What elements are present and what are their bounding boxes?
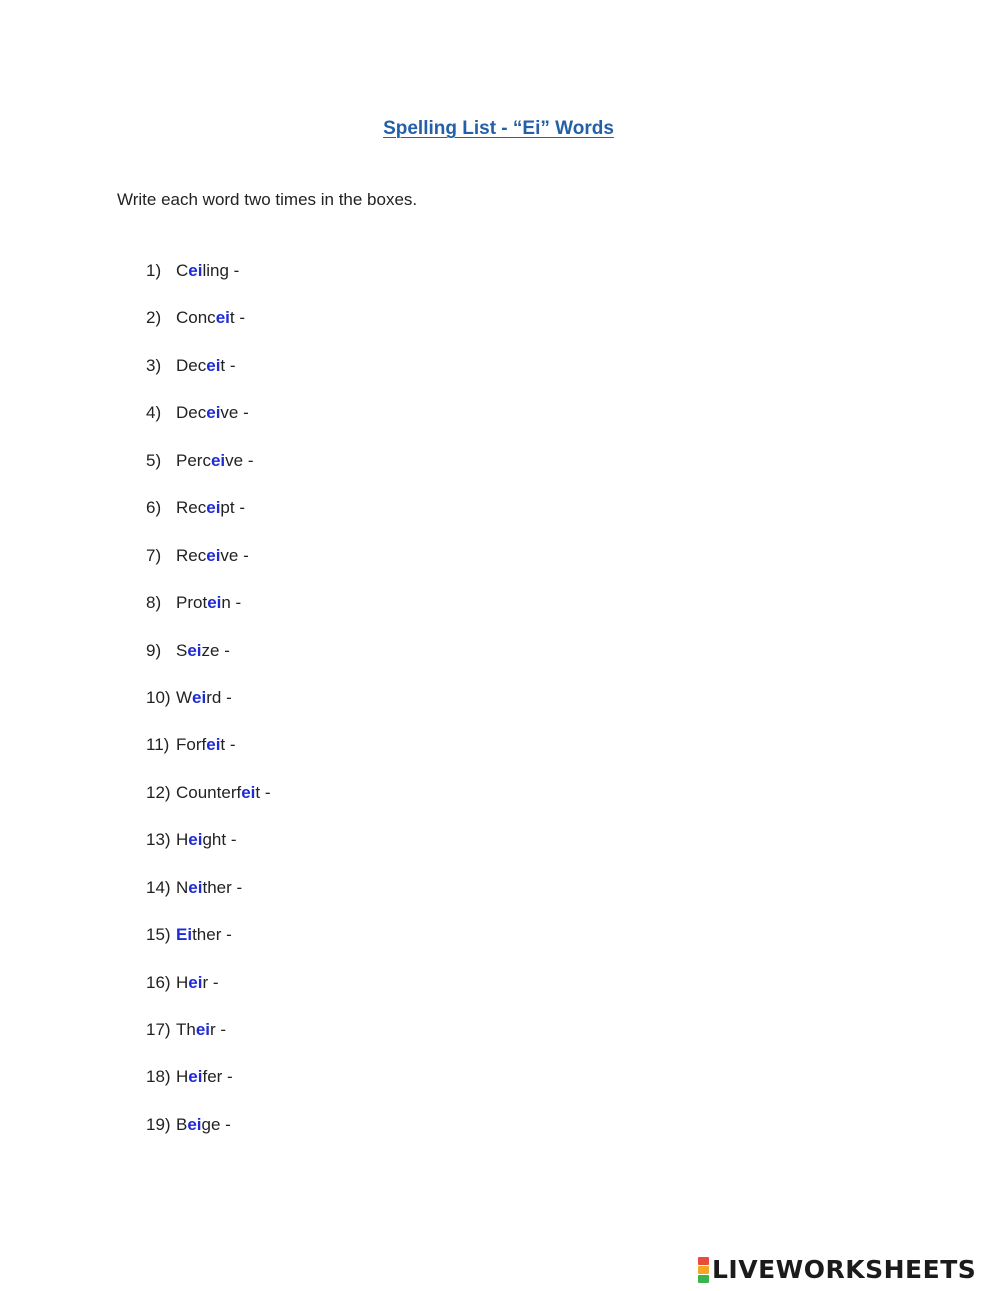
list-item [146, 734, 271, 781]
word-suffix: ve - [225, 450, 254, 470]
list-item [146, 450, 271, 497]
word-suffix: r - [210, 1020, 227, 1039]
spelling-word [176, 545, 249, 567]
item-number: 13) [146, 830, 171, 850]
ei-highlight: ei [188, 261, 203, 280]
list-item [146, 924, 271, 971]
logo-square [698, 1257, 709, 1265]
spelling-word [176, 782, 271, 804]
item-number: 15) [146, 925, 171, 945]
ei-highlight: ei [188, 877, 203, 897]
word-suffix: ze - [201, 640, 230, 660]
word-prefix: H [176, 1067, 189, 1087]
word-suffix: ling - [202, 261, 240, 280]
spelling-word [176, 497, 245, 519]
item-number: 10) [146, 687, 171, 707]
spelling-word [176, 450, 254, 472]
word-suffix: ve - [220, 545, 249, 565]
logo-text: LIVEWORKSHEETS [712, 1255, 977, 1284]
list-item [146, 545, 271, 592]
word-suffix: ve - [220, 403, 249, 423]
list-item [146, 497, 271, 544]
instructions-text: Write each word two times in the boxes. [117, 190, 418, 209]
item-number: 16) [146, 972, 171, 992]
spelling-word [176, 687, 232, 709]
list-item [146, 972, 271, 1019]
list-item [146, 877, 271, 924]
word-suffix: ght - [202, 830, 237, 850]
item-number: 5) [146, 450, 162, 470]
ei-highlight: ei [206, 498, 221, 518]
word-prefix: Th [176, 1020, 196, 1039]
list-item [146, 782, 271, 829]
word-suffix: n - [221, 593, 242, 613]
list-item [146, 640, 271, 687]
spelling-word [176, 592, 241, 614]
word-suffix: t - [229, 308, 245, 328]
item-number: 17) [146, 1020, 171, 1039]
spelling-word [176, 260, 239, 282]
spelling-word [176, 829, 237, 851]
word-prefix: S [176, 640, 188, 660]
item-number: 18) [146, 1067, 171, 1087]
word-prefix: W [176, 687, 193, 707]
item-number: 6) [146, 498, 162, 518]
item-number: 19) [146, 1114, 171, 1134]
word-prefix: Prot [176, 593, 208, 613]
word-suffix: ther - [192, 925, 232, 945]
ei-highlight: Ei [176, 925, 193, 945]
ei-highlight: ei [195, 1020, 211, 1039]
word-prefix: Dec [176, 403, 207, 423]
item-number: 11) [146, 735, 170, 755]
list-item [146, 592, 271, 639]
item-number: 4) [146, 403, 162, 423]
word-prefix: H [176, 830, 189, 850]
word-suffix: t - [255, 782, 271, 802]
list-item [146, 260, 271, 307]
item-number: 3) [146, 355, 162, 375]
logo-square [698, 1266, 709, 1274]
ei-highlight: ei [215, 308, 230, 328]
word-prefix: N [176, 877, 189, 897]
spelling-word-list [146, 260, 271, 1161]
ei-highlight: ei [210, 450, 226, 470]
ei-highlight: ei [206, 403, 221, 423]
list-item [146, 1066, 271, 1113]
word-prefix: Perc [176, 450, 211, 470]
spelling-word [176, 734, 236, 756]
list-item [146, 1114, 271, 1161]
word-suffix: t - [220, 355, 236, 375]
list-item [146, 355, 271, 402]
spelling-word [176, 1019, 226, 1041]
word-prefix: B [176, 1114, 188, 1134]
word-prefix: Counterf [176, 782, 242, 802]
ei-highlight: ei [188, 830, 203, 850]
ei-highlight: ei [188, 1067, 203, 1087]
ei-highlight: ei [188, 972, 203, 992]
word-suffix: r - [202, 972, 219, 992]
list-item [146, 1019, 271, 1066]
word-suffix: t - [220, 735, 236, 755]
logo-squares-icon [698, 1257, 709, 1283]
word-suffix: fer - [202, 1067, 233, 1087]
item-number: 14) [146, 877, 171, 897]
word-prefix: H [176, 972, 189, 992]
word-prefix: Rec [176, 545, 207, 565]
word-suffix: ge - [201, 1114, 231, 1134]
ei-highlight: ei [187, 640, 202, 660]
word-suffix: rd - [206, 687, 232, 707]
ei-highlight: ei [241, 782, 256, 802]
word-prefix: Forf [176, 735, 207, 755]
word-prefix: Dec [176, 355, 207, 375]
spelling-word [176, 972, 219, 994]
word-suffix: pt - [220, 498, 245, 518]
item-number: 8) [146, 593, 162, 613]
word-prefix: Conc [176, 308, 216, 328]
page-title: Spelling List - “Ei” Words [383, 118, 614, 139]
ei-highlight: ei [192, 687, 207, 707]
spelling-word [176, 355, 236, 377]
item-number: 7) [146, 545, 162, 565]
item-number: 2) [146, 308, 162, 328]
word-suffix: ther - [202, 877, 243, 897]
list-item [146, 402, 271, 449]
liveworksheets-logo [698, 1256, 976, 1284]
ei-highlight: ei [187, 1114, 202, 1134]
list-item [146, 307, 271, 354]
spelling-word [176, 877, 242, 899]
list-item [146, 829, 271, 876]
spelling-word [176, 640, 230, 662]
list-item [146, 687, 271, 734]
ei-highlight: ei [206, 545, 221, 565]
ei-highlight: ei [206, 355, 221, 375]
item-number: 1) [146, 261, 162, 280]
ei-highlight: ei [207, 593, 222, 613]
spelling-word [176, 924, 232, 946]
item-number: 12) [146, 782, 171, 802]
item-number: 9) [146, 640, 162, 660]
logo-square [698, 1275, 709, 1283]
spelling-word [176, 402, 249, 424]
ei-highlight: ei [206, 735, 221, 755]
spelling-word [176, 1114, 231, 1136]
spelling-word [176, 307, 245, 329]
word-prefix: Rec [176, 498, 207, 518]
spelling-word [176, 1066, 233, 1088]
word-prefix: C [176, 261, 189, 280]
